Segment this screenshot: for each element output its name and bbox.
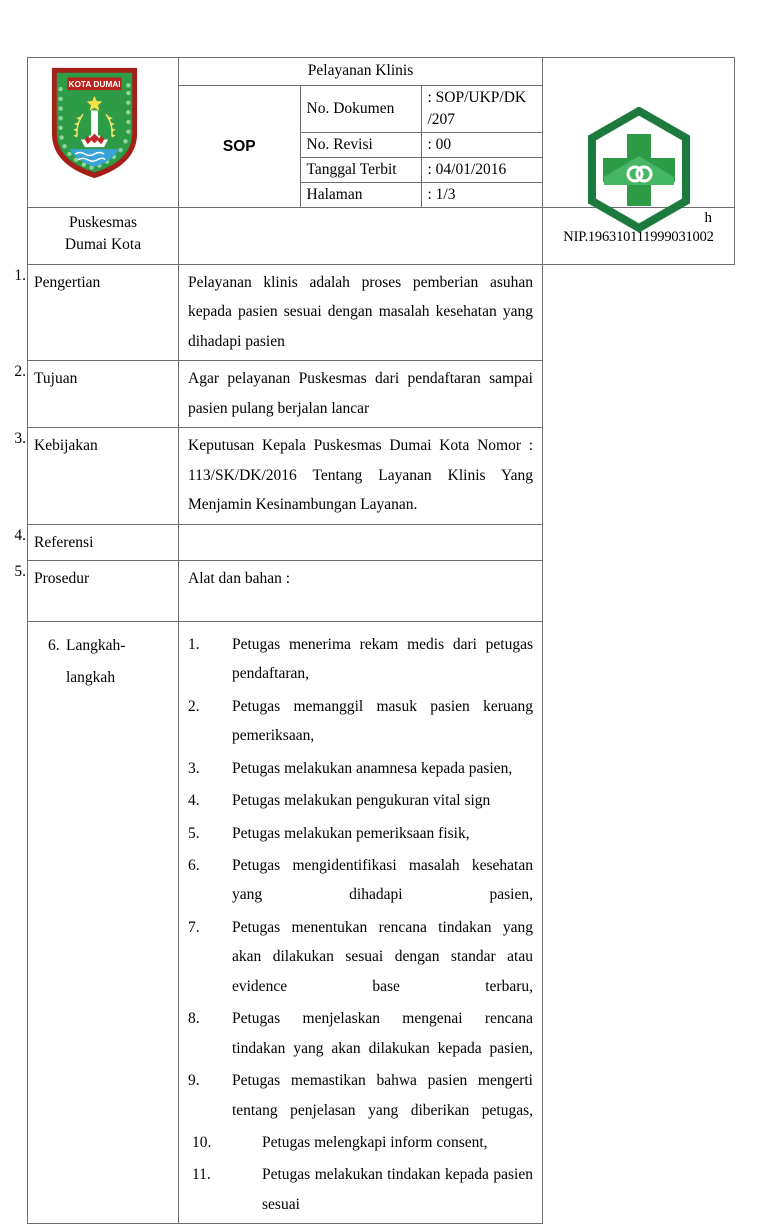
signature-mark: h xyxy=(704,210,712,226)
field-key-halaman: Halaman xyxy=(300,183,421,208)
step-number: 2. xyxy=(188,697,200,715)
section-number-1: 1. xyxy=(14,267,26,284)
nip-text: NIP.196310111999031002 xyxy=(563,228,714,245)
step-text: Petugas memastikan bahwa pasien mengerti tentang penjelasan yang diberikan petugas, xyxy=(232,1072,533,1119)
step-number: 11. xyxy=(192,1166,211,1184)
list-item xyxy=(188,692,533,751)
section-number-5: 5. xyxy=(14,562,26,580)
list-item xyxy=(188,1004,533,1063)
institution-name-line2: Dumai Kota xyxy=(64,236,142,254)
list-item xyxy=(188,819,533,848)
step-text: Petugas melakukan pemeriksaan fisik, xyxy=(232,824,470,842)
step-text: Petugas menjelaskan mengenai rencana tindakan yang akan dilakukan kepada pasien, xyxy=(232,1010,533,1057)
step-number: 9. xyxy=(188,1072,200,1090)
signature-cell xyxy=(543,208,735,265)
section-label-tujuan xyxy=(14,361,179,428)
list-item xyxy=(188,754,533,783)
section-content-kebijakan xyxy=(179,428,543,524)
doc-table xyxy=(14,57,735,1224)
document-title: Pelayanan Klinis xyxy=(179,58,542,86)
header-meta-cell xyxy=(179,58,543,208)
section-row-referensi xyxy=(28,524,735,560)
header-logo-right-cell xyxy=(543,58,735,208)
list-item xyxy=(188,1160,533,1219)
section-label-text-line2: langkah xyxy=(66,668,116,686)
section-label-text: Referensi xyxy=(34,533,94,551)
step-number: 7. xyxy=(188,918,200,936)
section-number-4: 4. xyxy=(14,526,26,544)
section-content-referensi xyxy=(179,524,543,560)
section-label-text: Pengertian xyxy=(34,274,101,291)
section-number-6: 6. xyxy=(48,636,60,654)
section-label-pengertian xyxy=(14,265,179,361)
section-label-prosedur xyxy=(14,560,179,621)
section-row-kebijakan xyxy=(28,428,735,524)
step-text: Petugas menentukan rencana tindakan yang akan dilakukan sesuai dengan standar atau evidence base terbaru, xyxy=(232,918,533,995)
field-key-no-dokumen: No. Dokumen xyxy=(300,86,421,133)
sop-label: SOP xyxy=(179,86,300,208)
section-row-pengertian xyxy=(28,265,735,361)
section-content-pengertian xyxy=(179,265,543,361)
step-text: Petugas menerima rekam medis dari petugas pendaftaran, xyxy=(232,635,533,683)
procedure-step-list xyxy=(188,630,533,1219)
step-text: Petugas memanggil masuk pasien keruang pemeriksaan, xyxy=(232,697,533,745)
list-item xyxy=(188,1128,533,1157)
list-item xyxy=(188,913,533,1001)
step-text: Petugas melakukan tindakan kepada pasien sesuai xyxy=(262,1166,533,1213)
step-text: Petugas melakukan anamnesa kepada pasien, xyxy=(232,759,513,777)
header-title-row xyxy=(179,58,542,86)
step-number: 5. xyxy=(188,824,200,842)
field-value-no-dokumen: : SOP/UKP/DK /207 xyxy=(421,86,542,133)
section-paragraph: Keputusan Kepala Puskesmas Dumai Kota Nomor : 113/SK/DK/2016 Tentang Layanan Klinis Yang Menjamin Kesinambungan Layanan. xyxy=(188,437,533,514)
header-meta-table xyxy=(179,58,542,207)
step-number: 10. xyxy=(192,1133,212,1151)
section-number-2: 2. xyxy=(14,363,26,381)
section-label-text: Prosedur xyxy=(34,569,90,587)
header-blank-cell xyxy=(179,208,543,265)
list-item xyxy=(188,851,533,910)
field-value-tanggal-terbit: : 04/01/2016 xyxy=(421,158,542,183)
field-value-no-revisi: : 00 xyxy=(421,133,542,158)
section-paragraph: Agar pelayanan Puskesmas dari pendaftaran sampai pasien pulang berjalan lancar xyxy=(188,370,533,417)
section-row-tujuan xyxy=(28,361,735,428)
list-item xyxy=(188,630,533,689)
step-number: 3. xyxy=(188,759,200,777)
step-text: Petugas melengkapi inform consent, xyxy=(262,1133,488,1151)
header-logo-cell xyxy=(28,58,179,208)
header-row xyxy=(28,58,735,208)
section-label-langkah-langkah xyxy=(28,621,179,1223)
section-content-prosedur xyxy=(179,560,543,621)
field-key-tanggal-terbit: Tanggal Terbit xyxy=(300,158,421,183)
step-text: Petugas mengidentifikasi masalah kesehatan yang dihadapi pasien, xyxy=(232,857,533,904)
section-paragraph: Pelayanan klinis adalah proses pemberian asuhan kepada pasien sesuai dengan masalah kesehatan yang dihadapi pasien xyxy=(188,274,533,350)
step-number: 1. xyxy=(188,635,200,653)
step-number: 8. xyxy=(188,1010,200,1028)
section-row-prosedur xyxy=(28,560,735,621)
institution-name-line1: Puskesmas xyxy=(68,214,138,231)
header-field-row-0 xyxy=(179,86,542,133)
section-label-text: Tujuan xyxy=(34,370,78,388)
step-number: 4. xyxy=(188,792,200,810)
field-key-no-revisi: No. Revisi xyxy=(300,133,421,158)
sop-document-table xyxy=(14,57,733,1224)
list-item xyxy=(188,786,533,815)
section-content-langkah-langkah xyxy=(179,621,543,1223)
section-label-text: Kebijakan xyxy=(34,437,98,455)
institution-name xyxy=(28,208,179,265)
section-label-referensi xyxy=(14,524,179,560)
field-value-halaman: : 1/3 xyxy=(421,183,542,208)
step-number: 6. xyxy=(188,857,200,874)
step-text: Petugas melakukan pengukuran vital sign xyxy=(232,792,491,810)
section-label-kebijakan xyxy=(14,428,179,524)
emblem-banner-text: KOTA DUMAI xyxy=(68,79,121,90)
section-label-text-line1: Langkah- xyxy=(66,636,126,654)
section-row-langkah-langkah xyxy=(28,621,735,1223)
header-signature-row xyxy=(28,208,735,265)
section-content-tujuan xyxy=(179,361,543,428)
section-number-3: 3. xyxy=(14,430,26,448)
list-item xyxy=(188,1066,533,1125)
section-paragraph: Alat dan bahan : xyxy=(188,569,291,587)
kota-dumai-emblem-icon xyxy=(46,64,143,182)
